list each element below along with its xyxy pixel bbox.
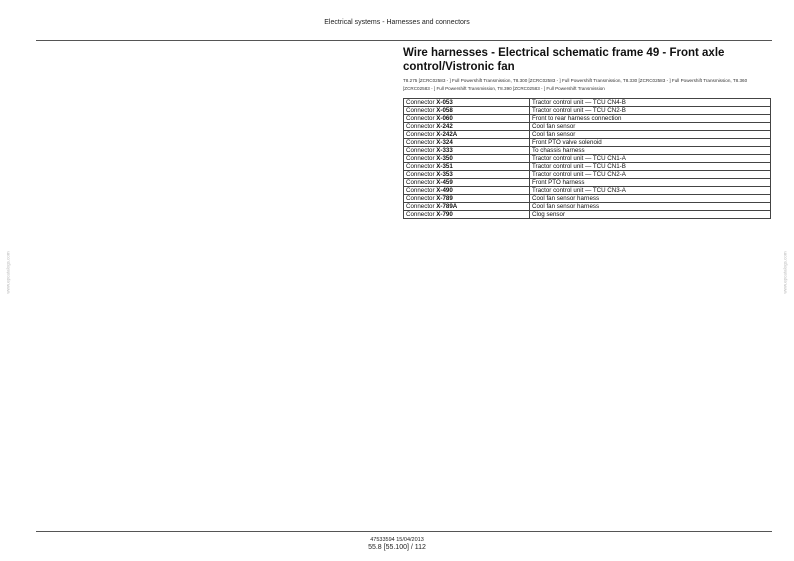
connector-code: X-324 <box>436 139 453 146</box>
connector-id-cell <box>404 155 530 163</box>
connector-description: Tractor control unit — TCU CN4-B <box>530 99 771 107</box>
page-number: 55.8 [55.100] / 112 <box>368 544 426 551</box>
table-row <box>404 163 771 171</box>
connector-id-cell <box>404 107 530 115</box>
connector-prefix: Connector <box>406 211 435 218</box>
connector-prefix: Connector <box>406 187 435 194</box>
watermark-left: www.epcatalogs.com <box>5 251 11 294</box>
connector-id-cell <box>404 123 530 131</box>
connector-prefix: Connector <box>406 179 435 186</box>
connector-prefix: Connector <box>406 131 435 138</box>
connector-prefix: Connector <box>406 163 435 170</box>
connector-prefix: Connector <box>406 123 435 130</box>
connector-description: Clog sensor <box>530 211 771 219</box>
connector-id-cell <box>404 179 530 187</box>
connector-description: Cool fan sensor <box>530 131 771 139</box>
connector-description: Cool fan sensor harness <box>530 195 771 203</box>
connector-description: Tractor control unit — TCU CN2-B <box>530 107 771 115</box>
connector-id-cell <box>404 211 530 219</box>
connector-code: X-350 <box>436 155 453 162</box>
connector-prefix: Connector <box>406 171 435 178</box>
table-row <box>404 147 771 155</box>
header-divider <box>36 40 772 41</box>
table-row <box>404 203 771 211</box>
table-row <box>404 131 771 139</box>
connector-id-cell <box>404 99 530 107</box>
connector-code: X-242 <box>436 123 453 130</box>
connector-code: X-333 <box>436 147 453 154</box>
connector-prefix: Connector <box>406 139 435 146</box>
connector-description: Cool fan sensor <box>530 123 771 131</box>
table-row <box>404 179 771 187</box>
table-row <box>404 155 771 163</box>
document-code: 47533594 15/04/2013 <box>370 537 424 543</box>
applicability-note: T8.275 [ZCRC02583 - ] Full Powershift Transmission, T8.300 [ZCRC02583 - ] Full Powershift Transmission, T8.330 [ZCRC02583 - ] Full Powershift Transmission, T8.360 [ZCRC02583 - ] Full Powershift Transmission, T8.390 [ZCRC02583 - ] Full Powershift Transmission <box>403 78 748 91</box>
connector-code: X-790 <box>436 211 453 218</box>
table-row <box>404 211 771 219</box>
connector-description: Tractor control unit — TCU CN1-B <box>530 163 771 171</box>
connector-code: X-490 <box>436 187 453 194</box>
connector-prefix: Connector <box>406 155 435 162</box>
connector-code: X-060 <box>436 115 453 122</box>
connector-description: Front PTO valve solenoid <box>530 139 771 147</box>
table-row <box>404 115 771 123</box>
connector-prefix: Connector <box>406 147 435 154</box>
connector-prefix: Connector <box>406 107 435 114</box>
watermark-right: www.epcatalogs.com <box>782 251 788 294</box>
connector-code: X-242A <box>436 131 458 138</box>
connector-id-cell <box>404 115 530 123</box>
connector-id-cell <box>404 147 530 155</box>
connector-code: X-789A <box>436 203 458 210</box>
connector-description: Cool fan sensor harness <box>530 203 771 211</box>
connector-prefix: Connector <box>406 203 435 210</box>
connector-id-cell <box>404 203 530 211</box>
running-header: Electrical systems - Harnesses and connectors <box>324 19 470 26</box>
connector-code: X-459 <box>436 179 453 186</box>
connector-description: Tractor control unit — TCU CN2-A <box>530 171 771 179</box>
connector-description: Front PTO harness <box>530 179 771 187</box>
table-row <box>404 139 771 147</box>
connector-id-cell <box>404 139 530 147</box>
connector-description: Tractor control unit — TCU CN3-A <box>530 187 771 195</box>
connector-description: To chassis harness <box>530 147 771 155</box>
connector-description: Front to rear harness connection <box>530 115 771 123</box>
connector-table <box>403 98 771 219</box>
connector-prefix: Connector <box>406 195 435 202</box>
connector-prefix: Connector <box>406 115 435 122</box>
connector-id-cell <box>404 171 530 179</box>
connector-table-body <box>404 99 771 219</box>
connector-id-cell <box>404 187 530 195</box>
table-row <box>404 187 771 195</box>
table-row <box>404 123 771 131</box>
connector-id-cell <box>404 195 530 203</box>
page-title: Wire harnesses - Electrical schematic frame 49 - Front axle control/Vistronic fan <box>403 47 725 73</box>
connector-code: X-053 <box>436 99 453 106</box>
connector-id-cell <box>404 163 530 171</box>
connector-description: Tractor control unit — TCU CN1-A <box>530 155 771 163</box>
table-row <box>404 171 771 179</box>
table-row <box>404 107 771 115</box>
connector-code: X-058 <box>436 107 453 114</box>
connector-code: X-353 <box>436 171 453 178</box>
connector-id-cell <box>404 131 530 139</box>
table-row <box>404 195 771 203</box>
connector-code: X-789 <box>436 195 453 202</box>
table-row <box>404 99 771 107</box>
connector-code: X-351 <box>436 163 453 170</box>
footer-divider <box>36 531 772 532</box>
connector-prefix: Connector <box>406 99 435 106</box>
